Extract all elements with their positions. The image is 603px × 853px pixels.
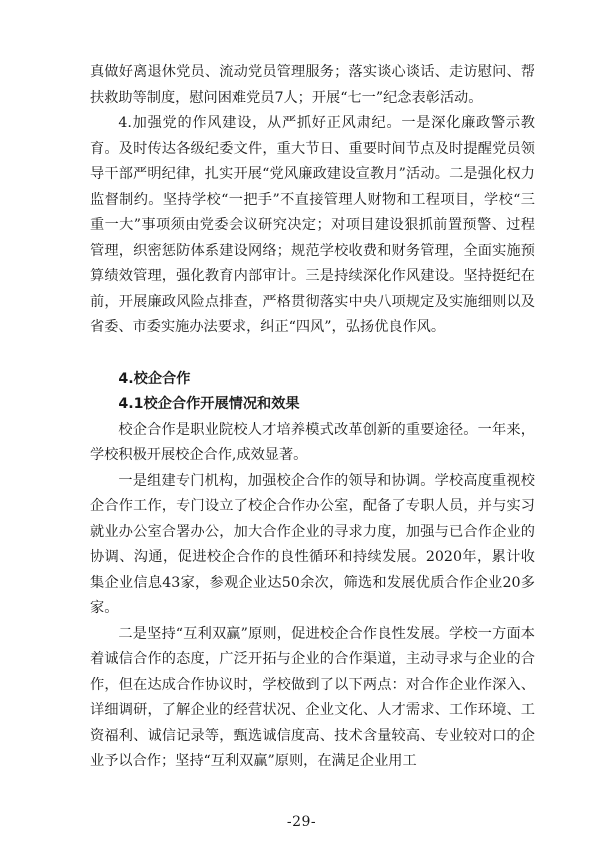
body-paragraph: 4.加强党的作风建设，从严抓好正风肃纪。一是深化廉政警示教育。及时传达各级纪委文件，重大节日、重要时间节点及时提醒党员领导干部严明纪律，扎实开展“党风廉政建设宣教月”活动。二是强化权力监督制约。坚持学校“一把手”不直接管理人财物和工程项目，学校“三重一大”事项须由党委会议研究决定；对项目建设狠抓前置预警、过程管理，织密惩防体系建设网络；规范学校收费和财务管理，全面实施预算绩效管理，强化教育内部审计。三是持续深化作风建设。坚持挺纪在前，开展廉政风险点排查，严格贯彻落实中央八项规定及实施细则以及省委、市委实施办法要求，纠正“四风”，弘扬优良作风。 — [90, 115, 535, 335]
document-page — [90, 60, 535, 775]
subsection-heading: 4.1校企合作开展情况和效果 — [118, 396, 300, 412]
body-paragraph: 校企合作是职业院校人才培养模式改革创新的重要途径。一年来，学校积极开展校企合作,成效显著。 — [90, 421, 535, 463]
body-paragraph: 真做好离退休党员、流动党员管理服务；落实谈心谈话、走访慰问、帮扶救助等制度，慰问困难党员7人；开展“七一”纪念表彰活动。 — [90, 64, 535, 106]
section-heading: 4.校企合作 — [118, 370, 191, 387]
body-paragraph: 一是组建专门机构，加强校企合作的领导和协调。学校高度重视校企合作工作，专门设立了校企合作办公室，配备了专职人员，并与实习就业办公室合署办公，加大合作企业的寻求力度，加强与已合作企业的协调、沟通，促进校企合作的良性循环和持续发展。2020年，累计收集企业信息43家，参观企业达50余次，筛选和发展优质合作企业20多家。 — [90, 472, 535, 616]
body-paragraph: 二是坚持“互利双赢”原则，促进校企合作良性发展。学校一方面本着诚信合作的态度，广泛开拓与企业的合作渠道，主动寻求与企业的合作，但在达成合作协议时，学校做到了以下两点：对合作企业作深入、详细调研，了解企业的经营状况、企业文化、人才需求、工作环境、工资福利、诚信记录等，甄选诚信度高、技术含量较高、专业较对口的企业予以合作；坚持“互利双赢”原则，在满足企业用工 — [90, 625, 535, 769]
page-number: -29- — [286, 814, 317, 830]
